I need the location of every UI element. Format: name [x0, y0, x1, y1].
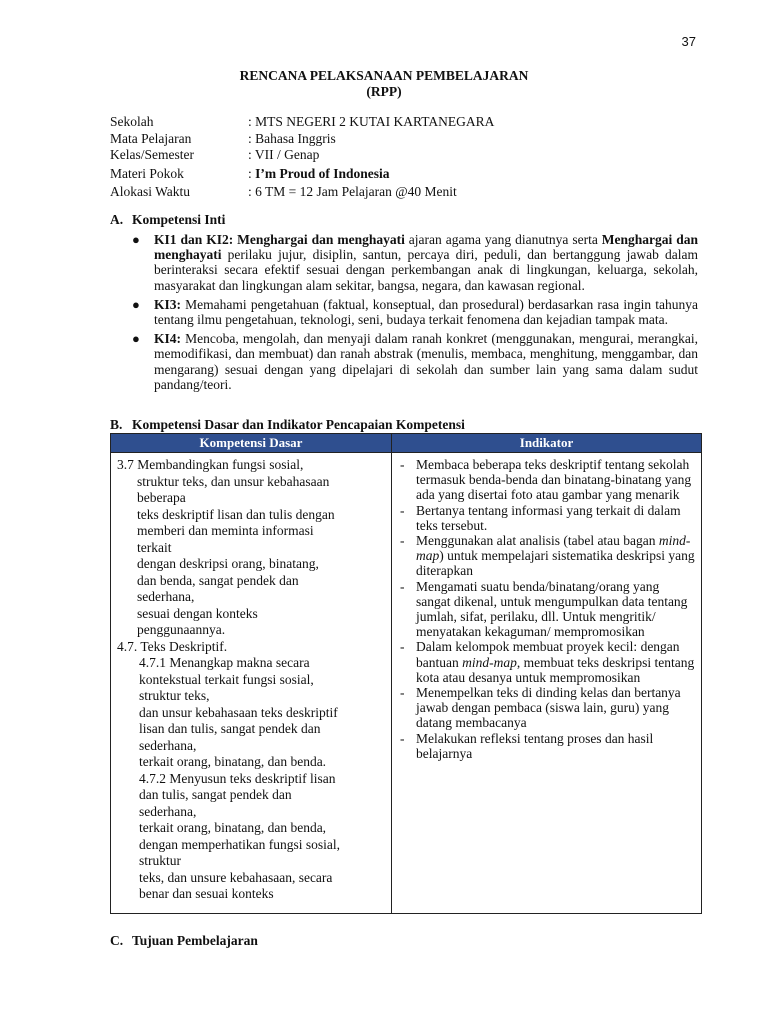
kd-line: dan benda, sangat pendek dan [137, 572, 299, 588]
list-item [398, 731, 695, 761]
kd-line: struktur teks, dan unsur kebahasaan [137, 473, 330, 489]
kd-line: sederhana, [139, 737, 197, 753]
meta-label: Sekolah [110, 114, 154, 129]
dash-icon: - [400, 578, 405, 594]
indicator-cell [392, 453, 702, 914]
meta-label: Alokasi Waktu [110, 184, 191, 199]
kd-line: memberi dan meminta informasi [137, 523, 314, 538]
meta-row-kelas [110, 147, 494, 164]
ki-lead: KI3: [154, 296, 181, 312]
meta-row-alokasi [110, 184, 494, 201]
meta-value: : Bahasa Inggris [248, 130, 336, 146]
indicator-text: , membuat teks deskripsi tentang kota atau desanya untuk mempromosikan [416, 654, 695, 685]
indicator-text: Dalam kelompok membuat proyek kecil: dengan bantuan [416, 639, 680, 670]
dash-icon: - [400, 457, 405, 472]
col-header-indikator: Indikator [392, 434, 702, 453]
list-item [398, 503, 695, 533]
meta-row-mapel [110, 131, 494, 148]
meta-row-sekolah [110, 114, 494, 131]
kd-line: dengan memperhatikan fungsi sosial, [139, 836, 340, 852]
kd-line: dan unsur kebahasaan teks deskriptif [139, 704, 338, 720]
kd-line: kontekstual terkait fungsi sosial, [139, 671, 314, 687]
kd-line: struktur teks, [139, 688, 210, 703]
ki-emphasis: Menghargai dan menghayati [154, 232, 699, 263]
bullet-icon: ● [132, 296, 140, 312]
kd-line: dengan deskripsi orang, binatang, [137, 556, 319, 571]
meta-value: I’m Proud of Indonesia [255, 165, 390, 181]
ki-list [110, 232, 698, 392]
section-letter: C. [110, 933, 124, 948]
indicator-italic: mind-map [416, 533, 691, 564]
kd-line: terkait orang, binatang, dan benda. [139, 754, 327, 769]
ki-text: Memahami pengetahuan (faktual, konseptual, dan prosedural) berdasarkan rasa ingin tahunya tentang ilmu pengetahuan, teknologi, seni, budaya terkait fenomena dan kejadian tampak mata. [154, 296, 698, 328]
ki-lead: KI1 dan KI2: Menghargai dan menghayati [154, 232, 405, 247]
kd-line: benar dan sesuai konteks [139, 886, 274, 901]
ki-text: Mencoba, mengolah, dan menyaji dalam ranah konkret (menggunakan, mengurai, merangkai, memodifikasi, dan membuat) dan ranah abstrak (menulis, membaca, menghitung, menggambar, dan mengarang) sesuai dengan yang dipelajari di sekolah dan sumber lain yang sama dalam sudut pandang/teori. [154, 331, 698, 392]
kd-line: terkait orang, binatang, dan benda, [139, 820, 327, 835]
indicator-text: Mengamati suatu benda/binatang/orang yang sangat dikenal, untuk mengumpulkan data tentang jumlah, sifat, perilaku, dll. Untuk mengritik/ menyatakan kekaguman/ mempromosikan [416, 578, 688, 640]
kd-line: teks deskriptif lisan dan tulis dengan [137, 506, 335, 522]
identity-block [110, 114, 494, 201]
meta-value: : MTS NEGERI 2 KUTAI KARTANEGARA [248, 114, 495, 129]
meta-value: : 6 TM = 12 Jam Pelajaran @40 Menit [248, 184, 457, 199]
kd-cell [111, 453, 392, 914]
indicator-text: Membaca beberapa teks deskriptif tentang sekolah termasuk benda-benda dan binatang-binatang yang ada yang disertai foto atau gambar yang menarik [416, 457, 692, 503]
section-heading [110, 417, 702, 433]
section-heading [110, 933, 258, 949]
kd-line: terkait [137, 539, 172, 555]
section-letter: A. [110, 212, 124, 227]
meta-row-materi [110, 166, 494, 183]
kd-line: 4.7.2 Menyusun teks deskriptif lisan [139, 770, 336, 786]
section-heading [110, 212, 698, 228]
section-tujuan [110, 933, 258, 949]
bullet-icon: ● [132, 331, 140, 347]
meta-value-prefix: : [248, 165, 256, 181]
dash-icon: - [400, 639, 405, 655]
indicator-italic: mind-map [462, 654, 517, 670]
list-item [398, 639, 695, 685]
table-header-row [111, 434, 702, 453]
list-item [110, 232, 698, 293]
indicator-text: Melakukan refleksi tentang proses dan hasil belajarnya [416, 730, 654, 761]
kd-line: sederhana, [139, 803, 197, 819]
indicator-text: Menempelkan teks di dinding kelas dan bertanya jawab dengan pembaca (siswa lain, guru) yang datang membacanya [416, 685, 681, 731]
list-item [398, 533, 695, 579]
list-item [110, 297, 698, 327]
ki-lead: KI4: [154, 331, 181, 347]
dash-icon: - [400, 730, 405, 746]
bullet-icon: ● [132, 232, 140, 247]
meta-label: Materi Pokok [110, 165, 184, 181]
list-item [398, 685, 695, 731]
dash-icon: - [400, 502, 405, 518]
list-item [110, 331, 698, 392]
col-header-kd: Kompetensi Dasar [111, 434, 392, 453]
indicator-text: Bertanya tentang informasi yang terkait di dalam teks tersebut. [416, 502, 681, 533]
meta-value: : VII / Genap [248, 147, 320, 162]
list-item [398, 457, 695, 503]
table-row [111, 453, 702, 914]
meta-label: Mata Pelajaran [110, 130, 192, 146]
indicator-text: Menggunakan alat analisis (tabel atau bagan [416, 533, 659, 549]
ki-text: perilaku jujur, disiplin, santun, percaya diri, peduli, dan bertanggung jawab dalam berinteraksi secara efektif sesuai dengan perkembangan anak di lingkungan, keluarga, sekolah, masyarakat dan lingkungan alam sekitar, bangsa, negara, dan kawasan regional. [154, 247, 698, 293]
kd-line: beberapa [137, 490, 186, 505]
kd-line: struktur [139, 853, 181, 868]
kd-line: sesuai dengan konteks [137, 605, 258, 621]
title-line-1: RENCANA PELAKSANAAN PEMBELAJARAN [239, 68, 529, 83]
kd-line: teks, dan unsure kebahasaan, secara [139, 869, 333, 885]
meta-label: Kelas/Semester [110, 147, 194, 162]
title-line-2: (RPP) [366, 84, 402, 99]
section-title: Kompetensi Inti [132, 212, 226, 227]
section-letter: B. [110, 417, 123, 432]
kd-line: sederhana, [137, 589, 195, 604]
kd-line: 4.7.1 Menangkap makna secara [139, 655, 310, 670]
kd-line: dan tulis, sangat pendek dan [139, 787, 292, 802]
ki-text: ajaran agama yang dianutnya serta [404, 232, 602, 247]
kd-line: 3.7 Membandingkan fungsi sosial, [117, 457, 304, 472]
list-item [398, 579, 695, 640]
kd-line: penggunaannya. [137, 622, 226, 637]
indicator-text: ) untuk mempelajari sistematika deskripsi yang diterapkan [416, 548, 695, 579]
kd-line: lisan dan tulis, sangat pendek dan [139, 721, 321, 736]
section-title: Kompetensi Dasar dan Indikator Pencapaian Kompetensi [132, 417, 465, 432]
dash-icon: - [400, 685, 405, 701]
section-kompetensi-inti [110, 212, 698, 396]
kd-indicator-table [110, 433, 702, 914]
document-title [0, 68, 768, 100]
page-number: 37 [681, 34, 696, 49]
section-title: Tujuan Pembelajaran [132, 933, 258, 948]
dash-icon: - [400, 533, 405, 549]
section-kompetensi-dasar [110, 417, 702, 914]
indicator-list [398, 457, 695, 761]
kd-line: 4.7. Teks Deskriptif. [117, 638, 228, 654]
